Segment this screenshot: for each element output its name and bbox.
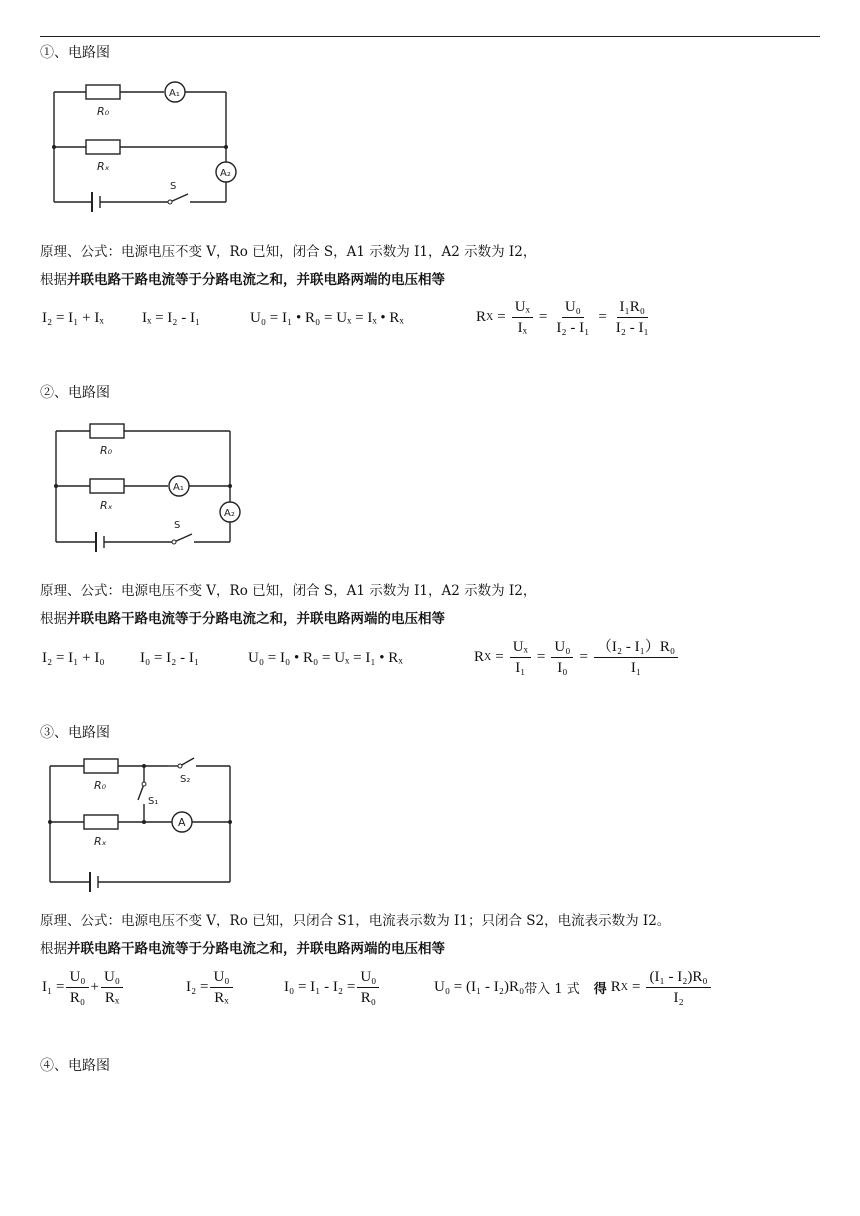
rx-label: Rₓ (100, 499, 113, 512)
section-1-eq1: I₂ = I₁ + Iₓ (42, 310, 104, 326)
a1-label: A₁ (173, 482, 184, 493)
section-2-heading: ②、电路图 (40, 385, 110, 401)
circuit-diagram-2 (40, 416, 260, 556)
rx-label: Rₓ (94, 835, 107, 848)
section-3-rule: 根据并联电路干路电流等于分路电流之和，并联电路两端的电压相等 (40, 941, 445, 957)
section-3-heading: ③、电路图 (40, 725, 110, 741)
section-2-eq2: I₀ = I₂ - I₁ (140, 650, 200, 666)
section-1-eq2: Iₓ = I₂ - I₁ (142, 310, 201, 326)
section-2-rule: 根据并联电路干路电流等于分路电流之和，并联电路两端的电压相等 (40, 611, 445, 627)
switch-label: S (174, 520, 181, 531)
section-4-heading: ④、电路图 (40, 1058, 110, 1074)
rx-label: Rₓ (97, 160, 110, 173)
s2-label: S₂ (180, 774, 191, 785)
section-2-rx-formula: R X = $\frac{\text{Uₓ}}{\text{I₁}}$ = $\frac{\text{U₀}}{\text{I₀}}$ = $\frac{\text{（I₂ - I₁）R₀}}{\text{I₁}}$ (474, 638, 680, 677)
r0-label: R₀ (97, 105, 110, 118)
section-1-principle: 原理、公式：电源电压不变 V，Ro 已知，闭合 S，A1 示数为 I1，A2 示数为 I2， (40, 244, 537, 260)
circuit-diagram-1 (40, 72, 260, 222)
section-3-eq2: I₂ = $\frac{\text{U₀}}{\text{Rₓ}}$ (186, 968, 235, 1007)
section-3-eq1: I₁ = $\frac{\text{U₀}}{\text{R₀}}$ + $\frac{\text{U₀}}{\text{Rₓ}}$ (42, 968, 125, 1007)
a2-label: A₂ (220, 168, 231, 179)
section-2-eq1: I₂ = I₁ + I₀ (42, 650, 105, 666)
r0-label: R₀ (94, 779, 107, 792)
section-1-rx-formula: R X = $\frac{\text{Uₓ}}{\text{Iₓ}}$ = $\frac{\text{U₀}}{\text{I₂ - I₁}}$ = $\frac{\text{I₁R₀}}{\text{I₂ - I₁}}$ (476, 299, 649, 336)
switch-label: S (170, 181, 177, 192)
section-1-heading: ①、电路图 (40, 45, 110, 61)
a1-label: A₁ (169, 88, 180, 99)
a2-label: A₂ (224, 508, 235, 519)
section-3-eq4: U₀ = (I₁ - I₂)R₀ 带入 1 式 得 R X = $\frac{\text{(I₁ - I₂)R₀}}{\text{I₂}}$ (434, 968, 713, 1007)
section-3-principle: 原理、公式：电源电压不变 V，Ro 已知，只闭合 S1，电流表示数为 I1；只闭合 S2，电流表示数为 I2。 (40, 913, 671, 929)
r0-label: R₀ (100, 444, 113, 457)
section-3-eq3: I₀ = I₁ - I₂ = $\frac{\text{U₀}}{\text{R₀}}$ (284, 968, 381, 1007)
ammeter-label: A (178, 816, 186, 829)
section-1-rule: 根据并联电路干路电流等于分路电流之和，并联电路两端的电压相等 (40, 272, 445, 288)
top-rule (40, 36, 820, 37)
circuit-diagram-3 (40, 752, 260, 892)
s1-label: S₁ (148, 796, 159, 807)
section-2-eq3: U₀ = I₀ • R₀ = Uₓ = I₁ • Rₓ (248, 650, 403, 666)
section-1-eq3: U₀ = I₁ • R₀ = Uₓ = Iₓ • Rₓ (250, 310, 404, 326)
section-2-principle: 原理、公式：电源电压不变 V，Ro 已知，闭合 S，A1 示数为 I1，A2 示数为 I2， (40, 583, 537, 599)
